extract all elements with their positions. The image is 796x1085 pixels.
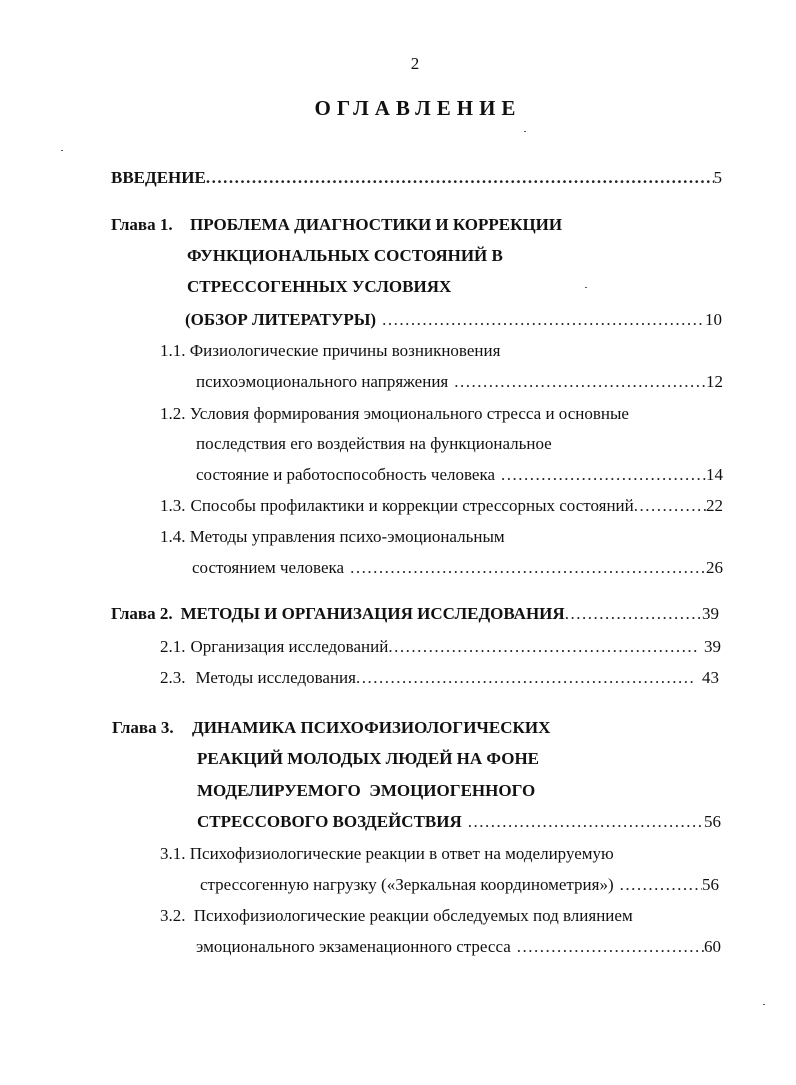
- toc-entry-chapter-1[interactable]: [185, 309, 722, 331]
- dot-leader: [344, 557, 706, 579]
- chapter-2-label: Глава 2.: [111, 604, 173, 623]
- dot-leader: [565, 603, 702, 625]
- section-number: 2.1.: [160, 637, 186, 656]
- page-number: 2: [410, 54, 420, 73]
- dot-leader: [388, 636, 698, 658]
- section-title-line: состоянием человека: [192, 558, 345, 577]
- section-1-2[interactable]: [160, 403, 629, 425]
- dot-leader: [634, 495, 706, 517]
- dot-leader: [511, 936, 704, 958]
- chapter-2-title-line: МЕТОДЫ И ОРГАНИЗАЦИЯ ИССЛЕДОВАНИЯ: [180, 604, 565, 623]
- scan-speck: [61, 150, 63, 151]
- section-title-line: стрессогенную нагрузку («Зеркальная координометрия»): [200, 875, 614, 894]
- scan-speck: [524, 131, 526, 132]
- toc-entry-chapter-3[interactable]: [197, 811, 721, 833]
- dot-leader: [376, 309, 705, 331]
- toc-entry-section-1-3[interactable]: [160, 495, 723, 517]
- toc-page-ref: 26: [706, 558, 723, 577]
- chapter-3-title-line[interactable]: РЕАКЦИЙ МОЛОДЫХ ЛЮДЕЙ НА ФОНЕ: [197, 749, 540, 768]
- toc-entry-section-1-2[interactable]: [196, 464, 723, 486]
- toc-entry-section-2-3[interactable]: [160, 667, 719, 689]
- toc-entry-section-1-1[interactable]: [196, 371, 723, 393]
- toc-entry-section-3-1[interactable]: [200, 874, 719, 896]
- toc-page-ref: 14: [706, 465, 723, 484]
- toc-entry-section-2-1[interactable]: [160, 636, 721, 658]
- toc-page-ref: 39: [702, 604, 719, 623]
- section-title-line: Психофизиологические реакции в ответ на моделируемую: [189, 844, 614, 863]
- section-3-2[interactable]: [160, 905, 633, 927]
- toc-entry-label: ВВЕДЕНИЕ: [111, 168, 206, 187]
- toc-page-ref: 60: [704, 937, 721, 956]
- section-number: 1.1.: [160, 341, 186, 360]
- chapter-1-label: Глава 1.: [111, 215, 173, 234]
- section-title-line: Методы исследования: [195, 668, 356, 687]
- scan-speck: [763, 1004, 765, 1005]
- section-1-4[interactable]: [160, 526, 505, 548]
- scan-speck: [585, 287, 587, 288]
- dot-leader: [206, 167, 714, 189]
- section-1-1[interactable]: [160, 340, 500, 362]
- toc-entry-section-1-4[interactable]: [192, 557, 723, 579]
- chapter-3-title-line[interactable]: ДИНАМИКА ПСИХОФИЗИОЛОГИЧЕСКИХ: [192, 718, 551, 737]
- chapter-1-title-line[interactable]: СТРЕССОГЕННЫХ УСЛОВИЯХ: [187, 277, 452, 296]
- chapter-1-title-line[interactable]: ПРОБЛЕМА ДИАГНОСТИКИ И КОРРЕКЦИИ: [190, 215, 563, 234]
- chapter-1-title-line[interactable]: ФУНКЦИОНАЛЬНЫХ СОСТОЯНИЙ В: [187, 246, 503, 265]
- section-title-line: Организация исследований: [190, 637, 389, 656]
- section-number: 3.1.: [160, 844, 186, 863]
- chapter-3-title-line: СТРЕССОВОГО ВОЗДЕЙСТВИЯ: [197, 812, 462, 831]
- page-title: ОГЛАВЛЕНИЕ: [314, 96, 522, 120]
- toc-page-ref: 56: [702, 875, 719, 894]
- section-title-line: Условия формирования эмоционального стресса и основные: [189, 404, 629, 423]
- toc-entry-intro[interactable]: [111, 167, 722, 189]
- toc-page-ref: 43: [702, 668, 719, 687]
- toc-page-ref: 39: [704, 637, 721, 656]
- toc-page-ref: 10: [705, 310, 722, 329]
- section-number: 1.2.: [160, 404, 186, 423]
- section-title-line: Психофизиологические реакции обследуемых под влиянием: [193, 906, 633, 925]
- section-number: 3.2.: [160, 906, 186, 925]
- dot-leader: [614, 874, 702, 896]
- section-3-1[interactable]: [160, 843, 614, 865]
- chapter-3-title-line[interactable]: МОДЕЛИРУЕМОГО ЭМОЦИОГЕННОГО: [197, 781, 536, 800]
- section-title-line: Способы профилактики и коррекции стрессорных состояний: [190, 496, 634, 515]
- section-title-line: Физиологические причины возникновения: [189, 341, 501, 360]
- dot-leader: [495, 464, 706, 486]
- toc-page-ref: 12: [706, 372, 723, 391]
- toc-page-ref: 56: [704, 812, 721, 831]
- dot-leader: [356, 667, 696, 689]
- section-title-line: состояние и работоспособность человека: [196, 465, 496, 484]
- section-number: 1.4.: [160, 527, 186, 546]
- section-title-line: психоэмоционального напряжения: [196, 372, 449, 391]
- section-title-line: Методы управления психо-эмоциональным: [189, 527, 505, 546]
- chapter-3-label: Глава 3.: [112, 718, 174, 737]
- section-title-line: последствия его воздействия на функциональное: [196, 434, 552, 453]
- section-title-line: эмоционального экзаменационного стресса: [196, 937, 511, 956]
- dot-leader: [462, 811, 704, 833]
- toc-page-ref: 5: [713, 168, 722, 187]
- toc-entry-section-3-2[interactable]: [196, 936, 721, 958]
- toc-page-ref: 22: [706, 496, 723, 515]
- toc-entry-chapter-2[interactable]: [111, 603, 719, 625]
- chapter-1-title-line: (ОБЗОР ЛИТЕРАТУРЫ): [185, 310, 377, 329]
- section-number: 1.3.: [160, 496, 186, 515]
- dot-leader: [448, 371, 706, 393]
- section-number: 2.3.: [160, 668, 186, 687]
